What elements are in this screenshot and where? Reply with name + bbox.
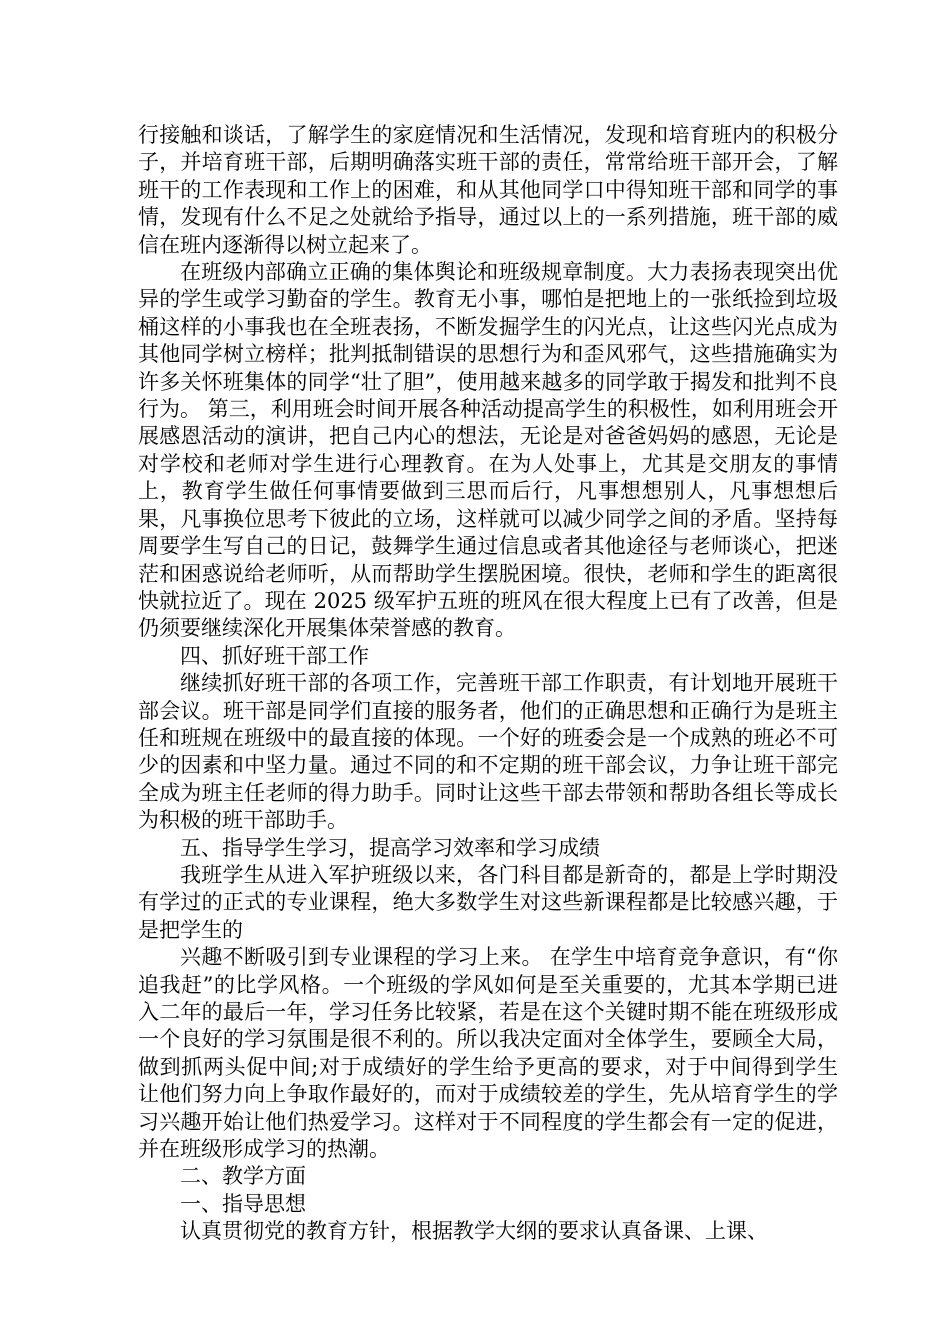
paragraph: 兴趣不断吸引到专业课程的学习上来。 在学生中培育竞争意识，有“你追我赶”的比学风格。一个班级的学风如何是至关重要的，尤其本学期已进入二年的最后一年，学习任务比较紧，若是在这个关键时期不能在班级形成一个良好的学习氛围是很不利的。所以我决定面对全体学生，要顾全大局，做到抓两头促中间;对于成绩好的学生给予更高的要求，对于中间得到学生让他们努力向上争取作最好的，而对于成绩较差的学生，先从培育学生的学习兴趣开始让他们热爱学习。这样对于不同程度的学生都会有一定的促进，并在班级形成学习的热潮。 (138, 945, 838, 1162)
section-heading: 五、指导学生学习，提高学习效率和学习成绩 (180, 835, 600, 860)
section-heading: 一、指导思想 (180, 1191, 306, 1216)
paragraph: 继续抓好班干部的各项工作，完善班干部工作职责，有计划地开展班干部会议。班干部是同学们直接的服务者，他们的正确思想和正确行为是班主任和班规在班级中的最直接的体现。一个好的班委会是一个成熟的班必不可少的因素和中坚力量。通过不同的和不定期的班干部会议，力争让班干部完全成为班主任老师的得力助手。同时让这些干部去带领和帮助各组长等成长为积极的班干部助手。 (138, 671, 838, 833)
paragraph: 行接触和谈话，了解学生的家庭情况和生活情况，发现和培育班内的积极分子，并培育班干部，后期明确落实班干部的责任，常常给班干部开会，了解班干的工作表现和工作上的困难，和从其他同学口中得知班干部和同学的事情，发现有什么不足之处就给予指导，通过以上的一系列措施，班干部的威信在班内逐渐得以树立起来了。 (138, 123, 838, 257)
section-heading: 二、教学方面 (180, 1164, 306, 1189)
paragraph: 我班学生从进入军护班级以来，各门科目都是新奇的，都是上学时期没有学过的正式的专业课程，绝大多数学生对这些新课程都是比较感兴趣，于是把学生的 (138, 862, 838, 942)
paragraph: 在班级内部确立正确的集体舆论和班级规章制度。大力表扬表现突出优异的学生或学习勤奋的学生。教育无小事，哪怕是把地上的一张纸捡到垃圾桶这样的小事我也在全班表扬，不断发掘学生的闪光点，让这些闪光点成为其他同学树立榜样；批判抵制错误的思想行为和歪风邪气，这些措施确实为许多关怀班集体的同学“壮了胆”，使用越来越多的同学敢于揭发和批判不良行为。 第三，利用班会时间开展各种活动提高学生的积极性，如利用班会开展感恩活动的演讲，把自己内心的想法，无论是对爸爸妈妈的感恩，无论是对学校和老师对学生进行心理教育。在为人处事上，尤其是交朋友的事情上，教育学生做任何事情要做到三思而后行，凡事想想别人，凡事想想后果，凡事换位思考下彼此的立场，这样就可以减少同学之间的矛盾。坚持每周要学生写自己的日记，鼓舞学生通过信息或者其他途径与老师谈心，把迷茫和困惑说给老师听，从而帮助学生摆脱困境。很快，老师和学生的距离很快就拉近了。现在 2025 级军护五班的班风在很大程度上已有了改善，但是仍须要继续深化开展集体荣誉感的教育。 (138, 260, 838, 641)
paragraph: 认真贯彻党的教育方针，根据教学大纲的要求认真备课、上课、 (180, 1219, 768, 1244)
section-heading: 四、抓好班干部工作 (180, 643, 369, 668)
document-page (138, 122, 838, 1246)
